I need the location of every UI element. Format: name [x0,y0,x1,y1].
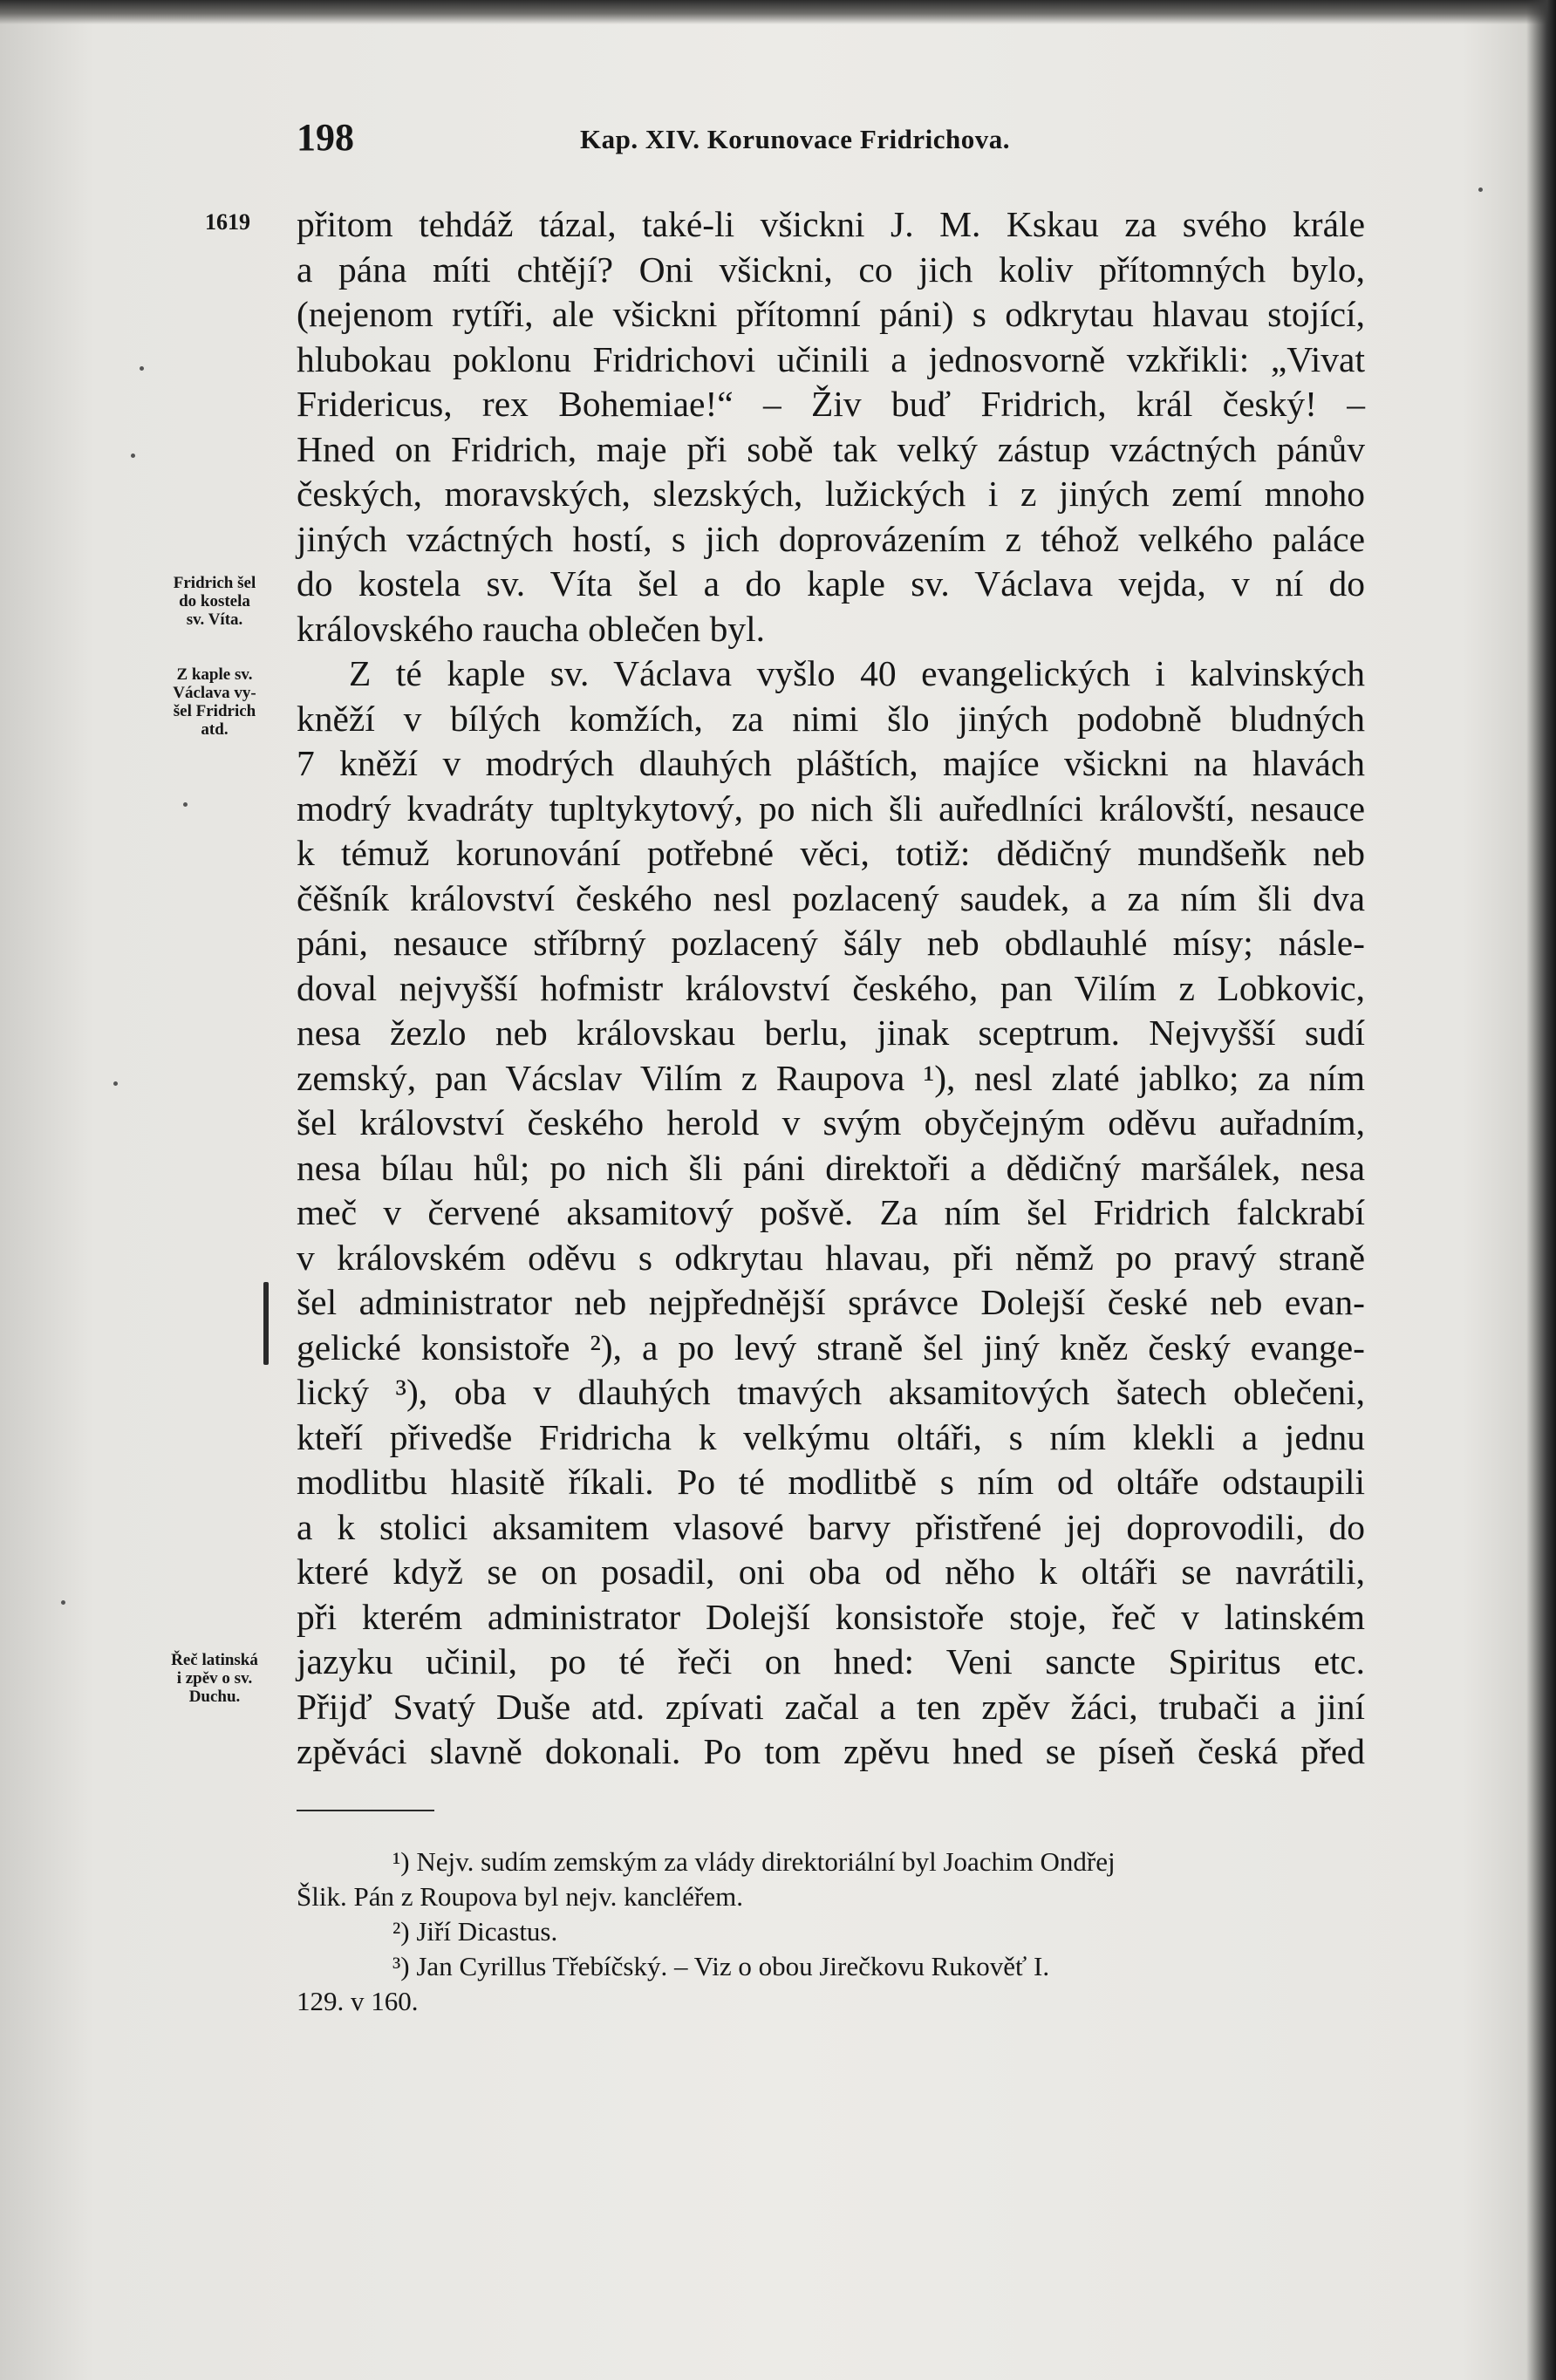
footnote-line: Šlik. Pán z Roupova byl nejv. kancléřem. [297,1881,743,1912]
text-line: modrý kvadráty tupltykytový, po nich šli auředlníci královští, nesauce [297,788,1365,829]
text-line: čěšník království českého nesl pozlacený saudek, a za ním šli dva [297,877,1365,918]
footnote-line: 129. v 160. [297,1986,419,2016]
text-line: zemský, pan Vácslav Vilím z Raupova ¹), nesl zlaté jablko; za ním [297,1057,1365,1098]
scan-speck [140,366,144,371]
marginal-note-rec-latinska [148,1651,281,1706]
text-line: které když se on posadil, oni oba od něho k oltáři se navrátili, [297,1551,1365,1592]
margin-bracket-mark [263,1282,269,1365]
text-line: a pána míti chtějí? Oni všickni, co jich koliv přítomných bylo, [297,249,1365,290]
text-line: nesa bílau hůl; po nich šli páni direktoři a dědičný maršálek, nesa [297,1147,1365,1188]
year-marker: 1619 [205,209,250,235]
marginal-line: Václava vy- [173,684,256,702]
text-line: zpěváci slavně dokonali. Po tom zpěvu hned se píseň česká před [297,1731,1365,1771]
page-number: 198 [297,116,354,159]
footnote-line: ¹) Nejv. sudím zemským za vlády direktoriální byl Joachim Ondřej [392,1846,1116,1877]
text-line: gelické konsistoře ²), a po levý straně šel jiný kněz český evange- [297,1326,1365,1367]
text-line: meč v červené aksamitový pošvě. Za ním šel Fridrich falckrabí [297,1192,1365,1232]
text-line: lický ³), oba v dlauhých tmavých aksamitových šatech oblečeni, [297,1372,1365,1412]
text-line: (nejenom rytíři, ale všickni přítomní páni) s odkrytau hlavau stojící, [297,294,1365,334]
marginal-line: Fridrich šel [173,574,256,592]
marginal-note-z-kaple [148,665,281,739]
text-line: Z té kaple sv. Václava vyšlo 40 evangelických i kalvinských [349,653,1365,693]
scan-speck [131,453,135,458]
marginal-line: atd. [201,720,229,739]
text-line: šel království českého herold v svým obyčejným oděvu auřadním, [297,1102,1365,1142]
footnotes [297,1845,1365,2019]
text-line: hlubokau poklonu Fridrichovi učinili a jednosvorně vzkřikli: „Vivat [297,338,1365,379]
marginal-note-fridrich-sel [148,574,281,629]
footnote-separator [297,1810,434,1811]
text-line: nesa žezlo neb královskau berlu, jinak sceptrum. Nejvyšší sudí [297,1013,1365,1053]
scan-speck [183,802,188,807]
running-title: Kap. XIV. Korunovace Fridrichova. [580,124,1010,154]
text-line: páni, nesauce stříbrný pozlacený šály neb obdlauhlé mísy; násle- [297,923,1365,963]
marginal-line: i zpěv o sv. [176,1669,253,1688]
text-line: královského raucha oblečen byl. [297,608,765,649]
text-line: šel administrator neb nejpřednější správce Dolejší české neb evan- [297,1282,1365,1322]
text-line: při kterém administrator Dolejší konsistoře stoje, řeč v latinském [297,1596,1365,1637]
marginal-line: Řeč latinská [171,1651,258,1669]
text-line: doval nejvyšší hofmistr království českého, pan Vilím z Lobkovic, [297,967,1365,1008]
text-line: českých, moravských, slezských, lužických i z jiných zemí mnoho [297,474,1365,514]
text-line: modlitbu hlasitě říkali. Po té modlitbě s ním od oltáře odstaupili [297,1462,1365,1502]
scan-right-edge [1526,0,1556,2380]
scan-speck [61,1600,65,1605]
text-line: přitom tehdáž tázal, také-li všickni J. M. Kskau za svého krále [297,204,1365,244]
text-line: jazyku učinil, po té řeči on hned: Veni sancte Spiritus etc. [297,1641,1365,1681]
text-line: kteří přivedše Fridricha k velkýmu oltáři, s ním klekli a jednu [297,1416,1365,1457]
scan-top-edge [0,0,1556,24]
text-line: Fridericus, rex Bohemiae!“ – Živ buď Fridrich, král český! – [297,384,1365,424]
page-header [297,115,1378,167]
marginal-line: Z kaple sv. [176,665,253,684]
text-line: Hned on Fridrich, maje při sobě tak velký zástup vzáctných pánův [297,428,1365,469]
scan-speck [1478,188,1483,192]
text-line: jiných vzáctných hostí, s jich doprovázením z téhož velkého paláce [297,518,1365,559]
text-line: k témuž korunování potřebné věci, totiž: dědičný mundšeňk neb [297,833,1365,873]
text-line: 7 kněží v modrých dlauhých pláštích, majíce všickni na hlavách [297,743,1365,783]
marginal-line: do kostela [179,592,250,610]
marginal-line: sv. Víta. [186,610,243,629]
marginal-line: Duchu. [188,1688,241,1706]
marginal-line: šel Fridrich [173,702,256,720]
text-line: do kostela sv. Víta šel a do kaple sv. Václava vejda, v ní do [297,563,1365,604]
text-line: v královském oděvu s odkrytau hlavau, při němž po pravý straně [297,1237,1365,1278]
footnote-line: ²) Jiří Dicastus. [392,1916,558,1947]
text-line: a k stolici aksamitem vlasové barvy přistřené jej doprovodili, do [297,1506,1365,1547]
text-line: kněží v bílých komžích, za nimi šlo jiných podobně bludných [297,698,1365,739]
main-text [297,202,1365,1775]
text-line: Přijď Svatý Duše atd. zpívati začal a ten zpěv žáci, trubači a jiní [297,1686,1365,1727]
scan-speck [113,1081,118,1086]
footnote-line: ³) Jan Cyrillus Třebíčský. – Viz o obou Jirečkovu Rukověť I. [392,1951,1050,1981]
